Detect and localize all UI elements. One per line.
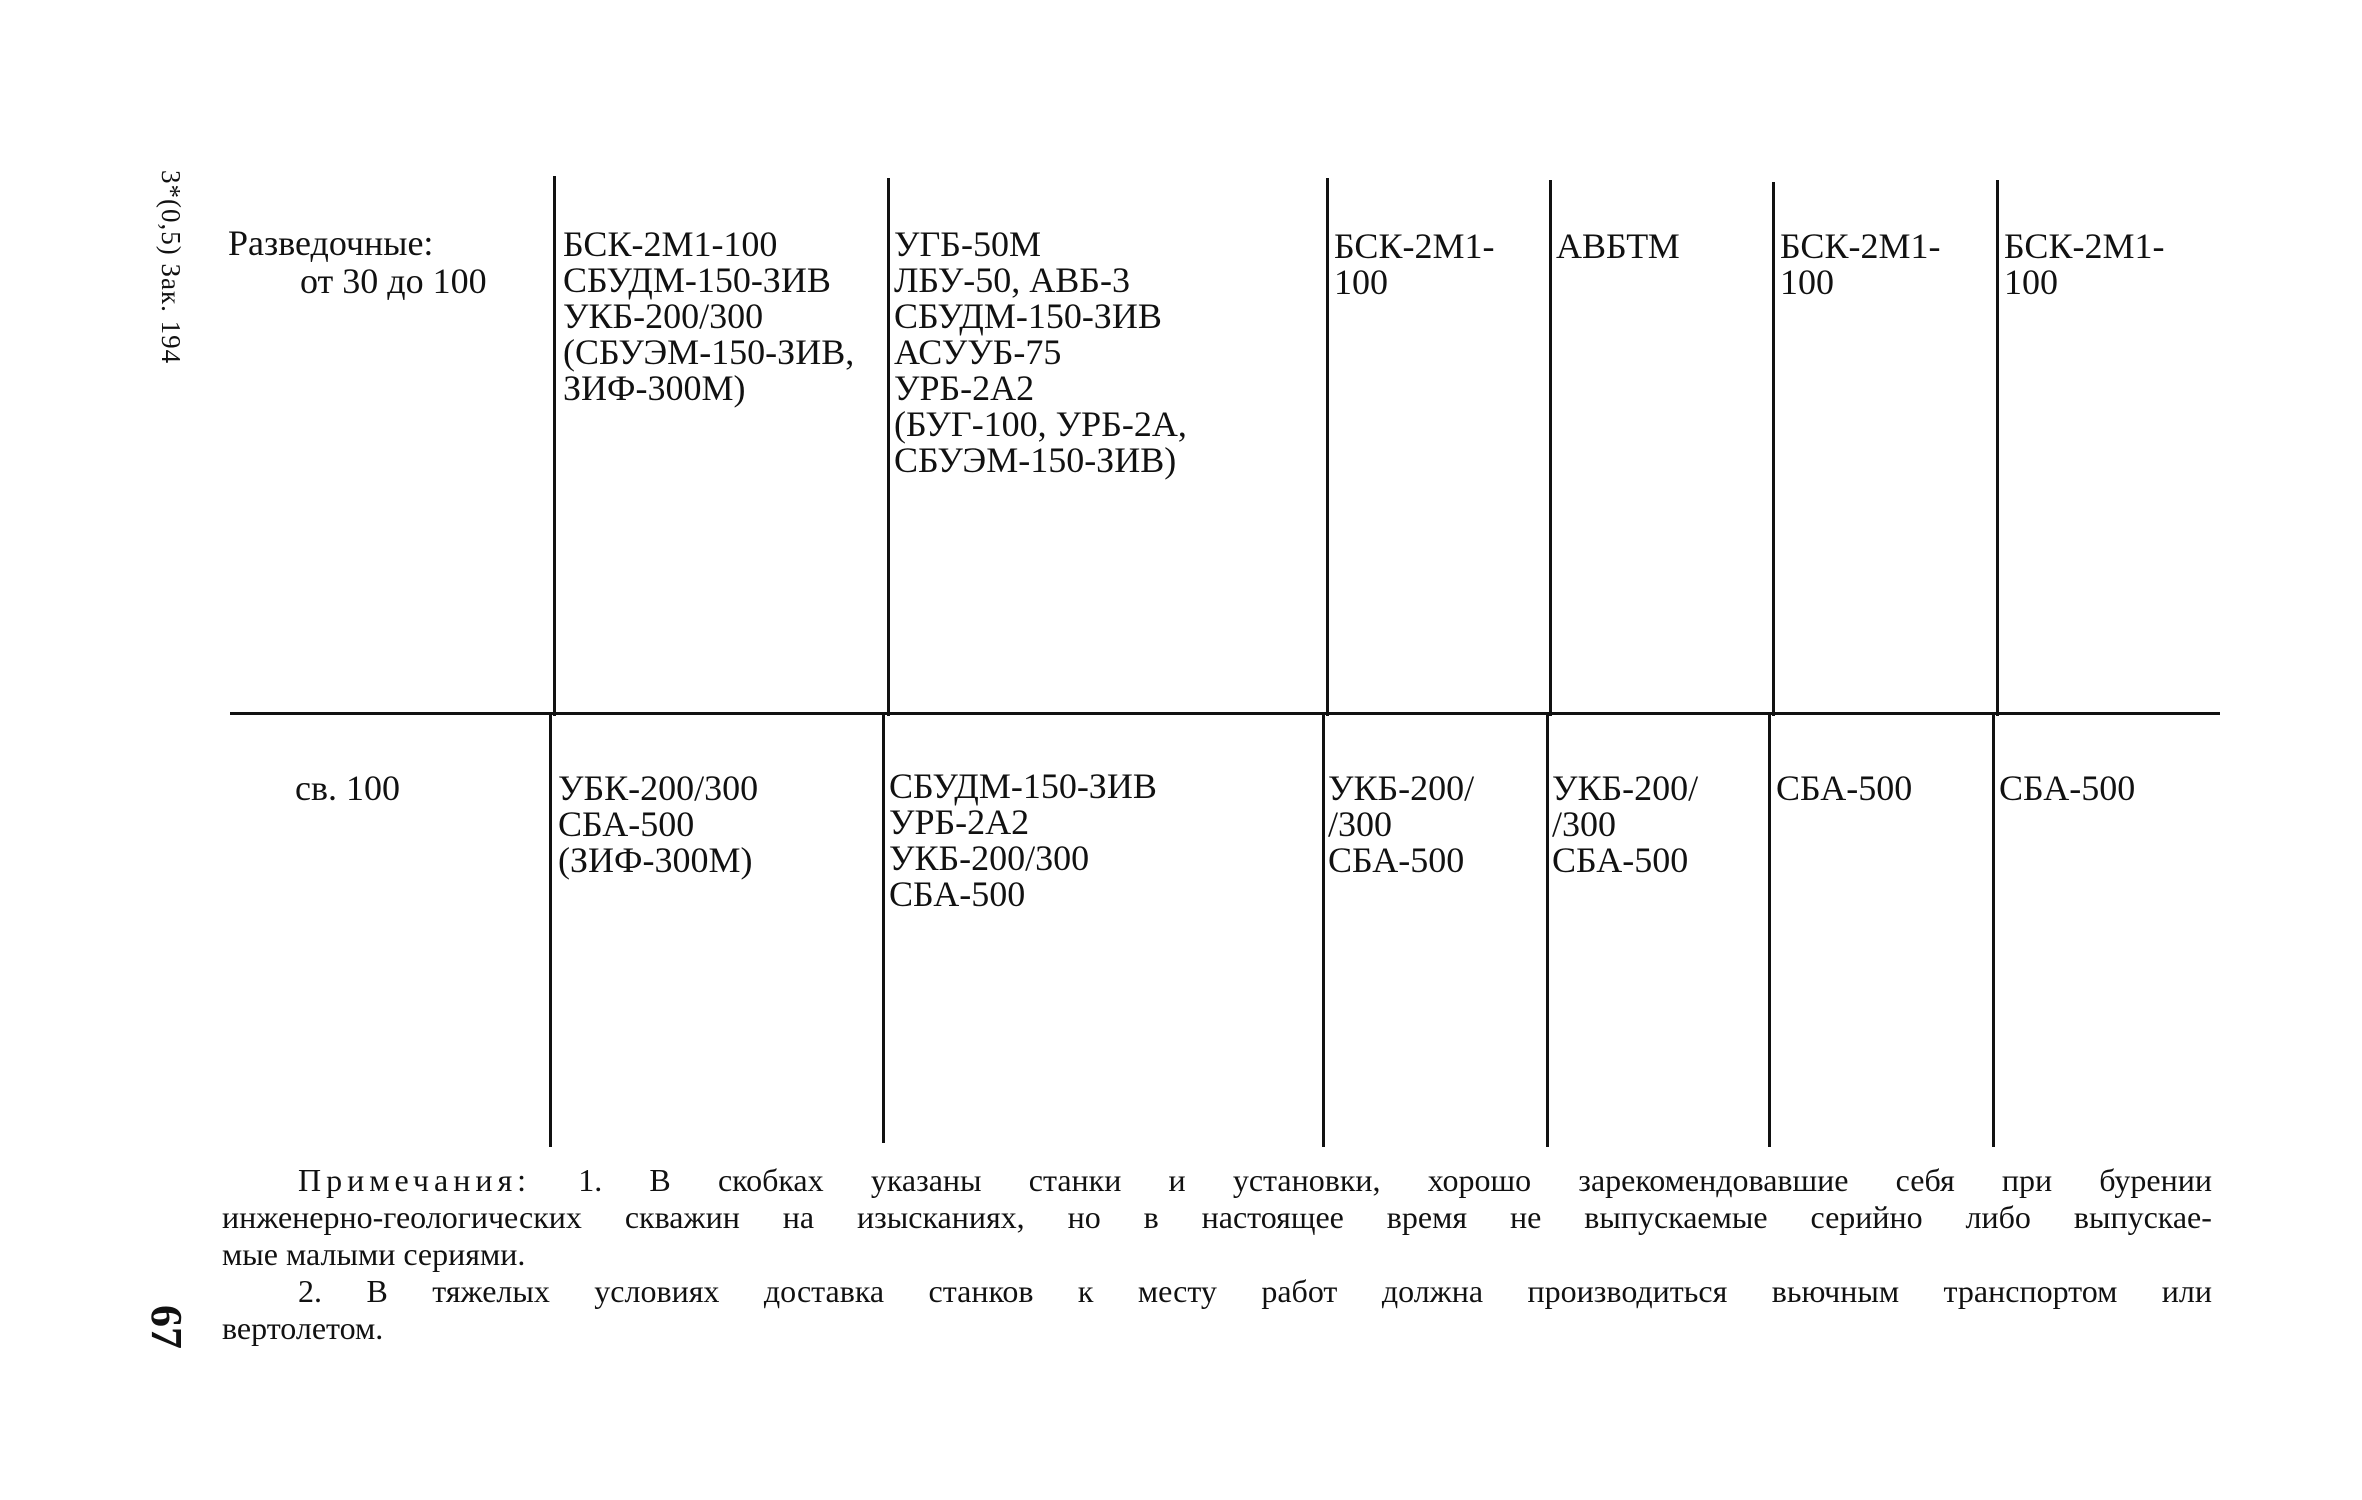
table-vertical-rule bbox=[882, 715, 885, 1143]
page-number-text: 67 bbox=[142, 1305, 191, 1349]
note-1-line-2 bbox=[222, 1199, 2212, 1236]
note-word: выпускаемые bbox=[1584, 1199, 1768, 1235]
note-text: вертолетом. bbox=[222, 1310, 384, 1346]
row-label: Разведочные: bbox=[228, 223, 434, 263]
note-word: 2. bbox=[298, 1273, 322, 1309]
note-1-line-3 bbox=[222, 1236, 2212, 1273]
note-word: доставка bbox=[763, 1273, 885, 1309]
note-word: установки, bbox=[1232, 1162, 1381, 1198]
note-word: настоящее bbox=[1201, 1199, 1344, 1235]
note-word: скобках bbox=[717, 1162, 824, 1198]
note-word: хорошо bbox=[1427, 1162, 1532, 1198]
note-word: при bbox=[2001, 1162, 2053, 1198]
note-1-line-1 bbox=[222, 1162, 2212, 1199]
table-vertical-rule bbox=[1326, 178, 1329, 716]
table-cell: СБА-500 bbox=[1999, 768, 2136, 808]
note-word: скважин bbox=[624, 1199, 740, 1235]
note-2-line-1 bbox=[222, 1273, 2212, 1310]
note-word: или bbox=[2161, 1273, 2212, 1309]
note-word: станков bbox=[928, 1273, 1034, 1309]
table-cell: БСК-2М1- 100 bbox=[2004, 226, 2165, 302]
note-word: в bbox=[1143, 1199, 1159, 1235]
note-word: и bbox=[1168, 1162, 1186, 1198]
note-word: серийно bbox=[1810, 1199, 1923, 1235]
row-label-range: от 30 до 100 bbox=[300, 261, 487, 301]
table-notes bbox=[222, 1162, 2212, 1347]
note-word: В bbox=[649, 1162, 671, 1198]
note-word: станки bbox=[1028, 1162, 1122, 1198]
margin-print-note bbox=[156, 170, 200, 430]
note-word: к bbox=[1077, 1273, 1094, 1309]
note-word: зарекомендовавшие bbox=[1578, 1162, 1849, 1198]
table-cell: БСК-2М1- 100 bbox=[1334, 226, 1495, 302]
table-vertical-rule bbox=[1996, 180, 1999, 716]
table-vertical-rule bbox=[553, 176, 556, 716]
table-cell: БСК-2М1-100 СБУДМ-150-ЗИВ УКБ-200/300 (СБУЭМ-150-ЗИВ, ЗИФ-300М) bbox=[563, 224, 855, 408]
table-vertical-rule bbox=[1992, 715, 1995, 1147]
note-word: но bbox=[1067, 1199, 1101, 1235]
table-cell: АВБТМ bbox=[1556, 226, 1680, 266]
table-row-separator bbox=[230, 712, 2220, 715]
note-word: себя bbox=[1895, 1162, 1955, 1198]
note-word: либо bbox=[1965, 1199, 2031, 1235]
note-word: бурении bbox=[2099, 1162, 2212, 1198]
margin-print-note-text: 3*(0,5) Зак. 194 bbox=[156, 170, 186, 365]
note-word: инженерно-геологических bbox=[222, 1199, 582, 1235]
note-word: указаны bbox=[870, 1162, 982, 1198]
table-vertical-rule bbox=[549, 715, 552, 1147]
table-vertical-rule bbox=[1768, 715, 1771, 1147]
note-word: изысканиях, bbox=[856, 1199, 1025, 1235]
table-cell: УБК-200/300 СБА-500 (ЗИФ-300М) bbox=[558, 768, 759, 880]
table-cell: СБУДМ-150-ЗИВ УРБ-2А2 УКБ-200/300 СБА-500 bbox=[889, 766, 1157, 914]
table-cell: УКБ-200/ /300 СБА-500 bbox=[1328, 768, 1475, 880]
note-word: тяжелых bbox=[432, 1273, 550, 1309]
note-word: транспортом bbox=[1943, 1273, 2118, 1309]
note-word: время bbox=[1386, 1199, 1468, 1235]
table-cell: УКБ-200/ /300 СБА-500 bbox=[1552, 768, 1699, 880]
table-cell: СБА-500 bbox=[1776, 768, 1913, 808]
table-vertical-rule bbox=[1322, 715, 1325, 1147]
table-vertical-rule bbox=[1772, 182, 1775, 716]
note-word: выпускае- bbox=[2073, 1199, 2212, 1235]
note-word: В bbox=[366, 1273, 388, 1309]
note-word: месту bbox=[1137, 1273, 1217, 1309]
note-word: вьючным bbox=[1771, 1273, 1900, 1309]
table-cell: УГБ-50М ЛБУ-50, АВБ-3 СБУДМ-150-ЗИВ АСУУБ-75 УРБ-2А2 (БУГ-100, УРБ-2А, СБУЭМ-150-ЗИВ) bbox=[894, 224, 1187, 480]
table-vertical-rule bbox=[1549, 180, 1552, 716]
note-text: мые малыми сериями. bbox=[222, 1236, 526, 1272]
note-word: не bbox=[1509, 1199, 1542, 1235]
table-cell: БСК-2М1- 100 bbox=[1780, 226, 1941, 302]
row-label: св. 100 bbox=[295, 768, 400, 808]
note-word: на bbox=[782, 1199, 815, 1235]
page-number bbox=[142, 1305, 192, 1365]
note-word: условиях bbox=[594, 1273, 720, 1309]
table-vertical-rule bbox=[1546, 715, 1549, 1147]
notes-heading: Примечания: bbox=[298, 1162, 532, 1198]
table-vertical-rule bbox=[887, 178, 890, 716]
note-word: работ bbox=[1261, 1273, 1338, 1309]
note-word: должна bbox=[1381, 1273, 1484, 1309]
note-2-line-2 bbox=[222, 1310, 2212, 1347]
note-word: производиться bbox=[1527, 1273, 1728, 1309]
note-word: 1. bbox=[578, 1162, 603, 1198]
